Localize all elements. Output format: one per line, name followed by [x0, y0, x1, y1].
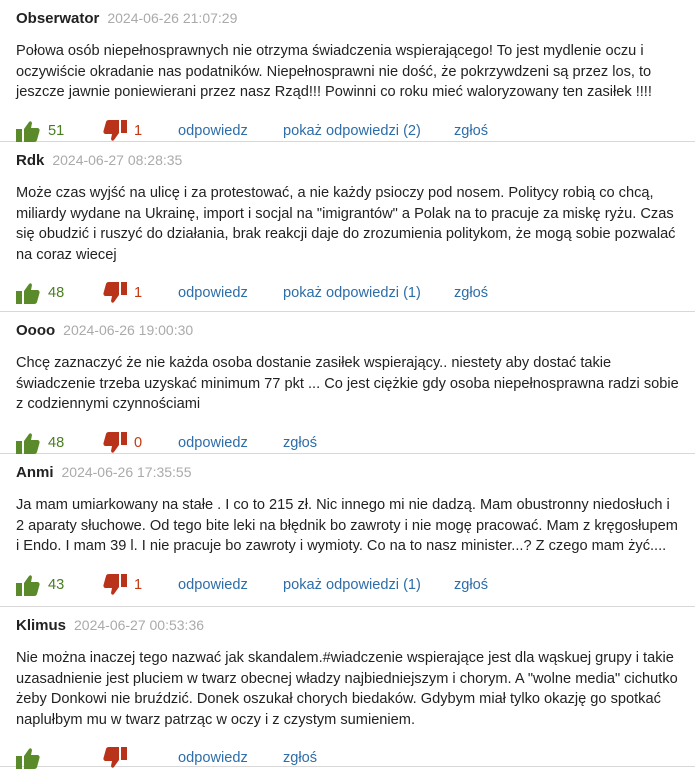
comment-header: [16, 454, 679, 483]
comment-actions: [16, 431, 679, 455]
comment-date: 2024-06-26 19:00:30: [63, 322, 194, 338]
comment: [0, 454, 695, 607]
reply-link[interactable]: odpowiedz: [178, 750, 248, 766]
thumbs-up-icon[interactable]: [16, 120, 40, 142]
report-link[interactable]: zgłoś: [283, 434, 318, 451]
comment: [0, 312, 695, 454]
likes-count: 48: [48, 285, 65, 301]
comment-text: Może czas wyjść na ulicę i za protestować, a nie każdy psioczy pod nosem. Politycy robią co chcą, miliardy wydane na Ukrainę, import i socjal na "imigrantów" a Polak na to pracuje za miskę ryżu. Czas się obudzić i ruszyć do działania, brak reakcji daje do zrozumienia politykom, że mogą sobie pozwalać na coraz wiecej: [16, 185, 676, 263]
reply-link[interactable]: odpowiedz: [178, 122, 248, 139]
comment-header: [16, 0, 679, 29]
comment: [0, 142, 695, 312]
comment-header: [16, 607, 679, 636]
thumbs-down-icon[interactable]: [103, 120, 127, 142]
report-link[interactable]: zgłoś: [283, 750, 318, 766]
dislikes-count: 1: [134, 122, 143, 139]
comment-author: Anmi: [16, 464, 54, 481]
comment-text: Ja mam umiarkowany na stałe . I co to 215 zł. Nic innego mi nie dadzą. Mam obustronny niedosłuch i 2 aparaty słuchowe. Od tego bite leki na błędnik bo zawroty i nie mogę pracować. Mam z kręgosłupem i Endo. I mam 39 l. I nie pracuje bo zawroty i wymioty. Co na to nasz minister...? Z czego mam żyć....: [16, 497, 678, 554]
comment-date: 2024-06-26 21:07:29: [107, 10, 238, 26]
comment-author: Klimus: [16, 617, 67, 634]
thumbs-down-icon[interactable]: [103, 432, 127, 454]
report-link[interactable]: zgłoś: [454, 122, 489, 139]
comment-header: [16, 142, 679, 171]
thumbs-down-icon[interactable]: [103, 574, 127, 596]
dislikes-count: 0: [134, 434, 143, 451]
reply-link[interactable]: odpowiedz: [178, 576, 248, 593]
thumbs-up-icon[interactable]: [16, 747, 40, 769]
likes-count: 43: [48, 576, 65, 593]
show-replies-link[interactable]: pokaż odpowiedzi (1): [283, 576, 421, 593]
reply-link[interactable]: odpowiedz: [178, 285, 248, 301]
comment-date: 2024-06-27 08:28:35: [52, 152, 183, 168]
comment-author: Obserwator: [16, 10, 100, 27]
comment-date: 2024-06-26 17:35:55: [61, 464, 192, 480]
thumbs-down-icon[interactable]: [103, 282, 127, 304]
comment: [0, 607, 695, 767]
comment-text: Chcę zaznaczyć że nie każda osoba dostanie zasiłek wspierający.. niestety aby dostać takie świadczenie trzeba uzyskać minimum 77 pkt ... Co jest ciężkie gdy osoba niepełnosprawna radzi sobie z codziennymi czynnościami: [16, 355, 679, 412]
comment-author: Rdk: [16, 152, 45, 169]
likes-count: 48: [48, 434, 65, 451]
comment-author: Oooo: [16, 322, 56, 339]
comment-actions: [16, 746, 679, 770]
comment-actions: [16, 119, 679, 143]
likes-count: 51: [48, 122, 65, 139]
dislikes-count: 1: [134, 576, 143, 593]
show-replies-link[interactable]: pokaż odpowiedzi (2): [283, 122, 421, 139]
dislikes-count: 1: [134, 285, 143, 301]
report-link[interactable]: zgłoś: [454, 285, 489, 301]
comment: [0, 0, 695, 142]
comment-text: Połowa osób niepełnosprawnych nie otrzyma świadczenia wspierającego! To jest mydlenie oczu i oczywiście okradanie nas podatników. Niepełnosprawni nie dość, że pokrzywdzeni są przez los, to jeszcze jawnie poniewierani przez nasz Rząd!!! Powinni co roku mieć waloryzowany ten zasiłek !!!!: [16, 43, 652, 100]
comment-text: Nie można inaczej tego nazwać jak skandalem.#wiadczenie wspierające jest dla wąskuej grupy i takie uzasadnienie jest pluciem w twarz obecnej władzy najbiedniejszym i chorym. A "wolne media" cichutko żeby Donkowi nie bruździć. Donek oszukał chorych biedaków. Gdybym miał tylko okazję go spotkać naplułbym mu w twarz patrząc w oczy i z czystym sumieniem.: [16, 650, 678, 728]
thumbs-up-icon[interactable]: [16, 282, 40, 304]
report-link[interactable]: zgłoś: [454, 576, 489, 593]
reply-link[interactable]: odpowiedz: [178, 434, 248, 451]
thumbs-up-icon[interactable]: [16, 432, 40, 454]
show-replies-link[interactable]: pokaż odpowiedzi (1): [283, 285, 421, 301]
thumbs-up-icon[interactable]: [16, 574, 40, 596]
comment-date: 2024-06-27 00:53:36: [74, 617, 205, 633]
thumbs-down-icon[interactable]: [103, 747, 127, 769]
comment-header: [16, 312, 679, 341]
comment-actions: [16, 281, 679, 305]
comment-actions: [16, 573, 679, 597]
